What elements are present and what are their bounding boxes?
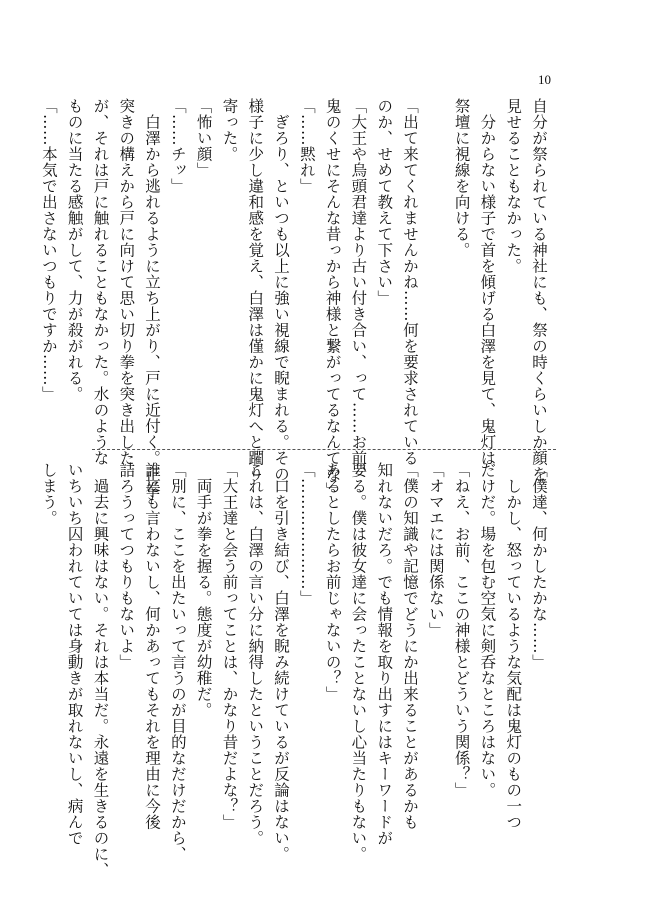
text-block-bottom — [39, 462, 551, 878]
text-line: 寄った。 — [220, 98, 239, 162]
text-line: これは、白澤の言い分に納得したということだろう。 — [246, 462, 265, 846]
text-line: 「……本気で出さないつもりですか……」 — [39, 98, 58, 402]
text-line: 突きの構えから戸に向けて思い切り拳を突き出した — [117, 98, 136, 466]
text-line: 「オマエには関係ない」 — [426, 462, 445, 638]
text-line: 分からない様子で首を傾げる白澤を見て、鬼灯は — [478, 98, 497, 466]
section-divider — [92, 449, 556, 450]
text-line: 過去に興味はない。それは本当だ。永遠を生きるのに、 — [91, 462, 110, 878]
text-line: 「……チッ」 — [168, 98, 187, 194]
text-line: 要る。僕は彼女達に会ったことないし心当たりもない。 — [349, 462, 368, 862]
text-line: 「別に、ここを出たいって言うのが目的なだけだから、 — [168, 462, 187, 862]
text-line: 詰ろうってつもりもないよ」 — [117, 462, 136, 670]
text-line: だけだ。場を包む空気に剣呑なところはない。 — [478, 462, 497, 798]
text-line: しかし、怒っているような気配は鬼灯のもの一つ — [504, 462, 523, 830]
text-line: 「大王達と会う前ってことは、かなり昔だよな？」 — [220, 462, 239, 830]
blank-line — [422, 98, 448, 440]
text-line: 両手が拳を握る。態度が幼稚だ。 — [194, 462, 213, 718]
text-line: 知れないだろ。でも情報を取り出すにはキーワードが — [375, 462, 394, 846]
text-line: ぎろり、といつも以上に強い視線で睨まれる。その — [272, 98, 291, 482]
text-line: ものに当たる感触がして、力が殺がれる。 — [65, 98, 84, 402]
text-line: 鬼のくせにそんな昔っから神様と繋がってるなんてな」 — [323, 98, 342, 498]
text-line: あるとしたらお前じゃないの？」 — [323, 462, 342, 702]
page-number: 10 — [538, 72, 551, 87]
text-line: のか、せめて教えて下さい」 — [375, 98, 394, 306]
text-line: 「出て来てくれませんかね……何を要求されている — [401, 98, 420, 466]
text-line: 白澤から逃れるように立ち上がり、戸に近付く。正拳 — [143, 98, 162, 498]
text-line: 「……黙れ」 — [297, 98, 316, 194]
text-line: しまう。 — [39, 462, 58, 526]
text-line: 祭壇に視線を向ける。 — [452, 98, 471, 258]
text-line: 「大王や烏頭君達より古い付き合い、って……お前、 — [349, 98, 368, 482]
text-line: が、それは戸に触れることもなかった。水のような — [91, 98, 110, 466]
text-line: いちいち囚われていては身動きが取れないし、病んで — [65, 462, 84, 846]
text-line: 「怖い顔」 — [194, 98, 213, 178]
text-line: 様子に少し違和感を覚え、白澤は僅かに鬼灯へと躙り — [246, 98, 265, 482]
text-line: 見せることもなかった。 — [504, 98, 523, 274]
text-line: 誰にも言わないし、何かあってもそれを理由に今後 — [143, 462, 162, 830]
text-line: 「僕達、何かしたかな……」 — [530, 462, 548, 670]
text-line: 口を引き結び、白澤を睨み続けているが反論はない。 — [272, 462, 291, 862]
text-line: 自分が祭られている神社にも、祭の時くらいしか顔を — [530, 98, 548, 482]
text-line: 「…………………」 — [297, 462, 316, 606]
text-line: 「僕の知識や記憶でどうにか出来ることがあるかも — [401, 462, 420, 830]
text-line: 「ねえ、お前、ここの神様とどういう関係？」 — [452, 462, 471, 798]
